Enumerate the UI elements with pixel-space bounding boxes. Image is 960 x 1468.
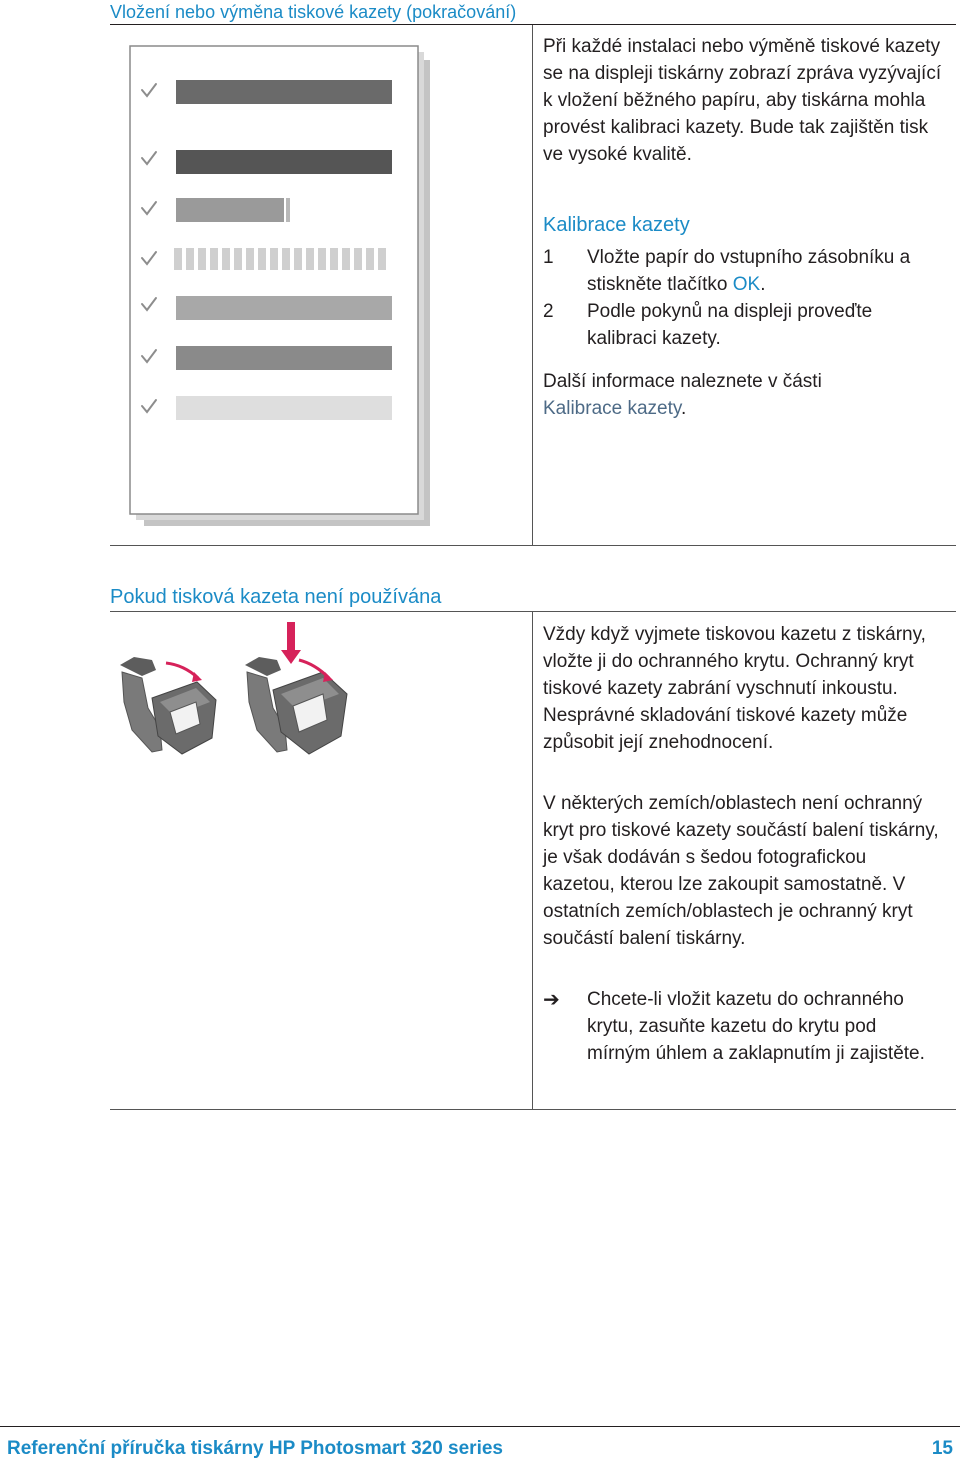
page-number: 15 [931, 1438, 953, 1459]
protector-heading: Pokud tisková kazeta není používána [110, 586, 442, 608]
calibration-page-illustration [128, 40, 438, 530]
section-rule [110, 545, 956, 546]
running-head: Vložení nebo výměna tiskové kazety (pokračování) [110, 2, 517, 22]
protector-tip: Chcete-li vložit kazetu do ochranného krytu, zasuňte kazetu do krytu pod mírným úhlem a zaklapnutím ji zajistěte. [587, 989, 925, 1064]
step-text-before: Vložte papír do vstupního zásobníku a stiskněte tlačítko [587, 247, 911, 295]
protector-paragraph-2: V některých zemích/oblastech není ochranný kryt pro tiskové kazety součástí balení tiskárny, je však dodáván s šedou fotografickou kazetou, kterou lze zakoupit samostatně. V ostatních zemích/oblastech je ochranný kryt součástí balení tiskárny. [543, 793, 939, 949]
step-number: 2 [543, 301, 554, 322]
more-info-end: . [681, 398, 687, 419]
cartridge-protector-illustration [112, 620, 362, 760]
section-end-rule [110, 1109, 956, 1110]
more-info-text: Další informace naleznete v části [543, 371, 822, 392]
step-text [587, 244, 947, 298]
step-text: Podle pokynů na displeji proveďte kalibraci kazety. [587, 301, 873, 349]
calibration-step-1 [543, 244, 953, 300]
heading-rule [110, 611, 956, 612]
column-divider [532, 25, 533, 545]
calibration-intro: Při každé instalaci nebo výměně tiskové kazety se na displeji tiskárny zobrazí zpráva vyzývající k vložení běžného papíru, aby tiskárna mohla provést kalibraci kazety. Bude tak zajištěn tisk ve vysoké kvalitě. [543, 36, 942, 165]
arrow-bullet-icon: ➔ [543, 989, 560, 1011]
footer-rule [0, 1426, 960, 1427]
column-divider-2 [532, 611, 533, 1109]
header-rule [110, 24, 956, 25]
step-text-after: . [760, 274, 766, 295]
more-info [543, 368, 923, 422]
calibration-heading: Kalibrace kazety [543, 214, 690, 236]
calibration-link[interactable]: Kalibrace kazety [543, 398, 681, 419]
footer-title: Referenční příručka tiskárny HP Photosmart 320 series [7, 1438, 503, 1459]
ok-key: OK [732, 274, 761, 295]
protector-paragraph-1: Vždy když vyjmete tiskovou kazetu z tiskárny, vložte ji do ochranného krytu. Ochranný kryt tiskové kazety zabrání vyschnutí inkoustu. Nesprávné skladování tiskové kazety může způsobit její znehodnocení. [543, 624, 926, 753]
calibration-step-2 [543, 298, 953, 354]
step-number: 1 [543, 247, 554, 268]
